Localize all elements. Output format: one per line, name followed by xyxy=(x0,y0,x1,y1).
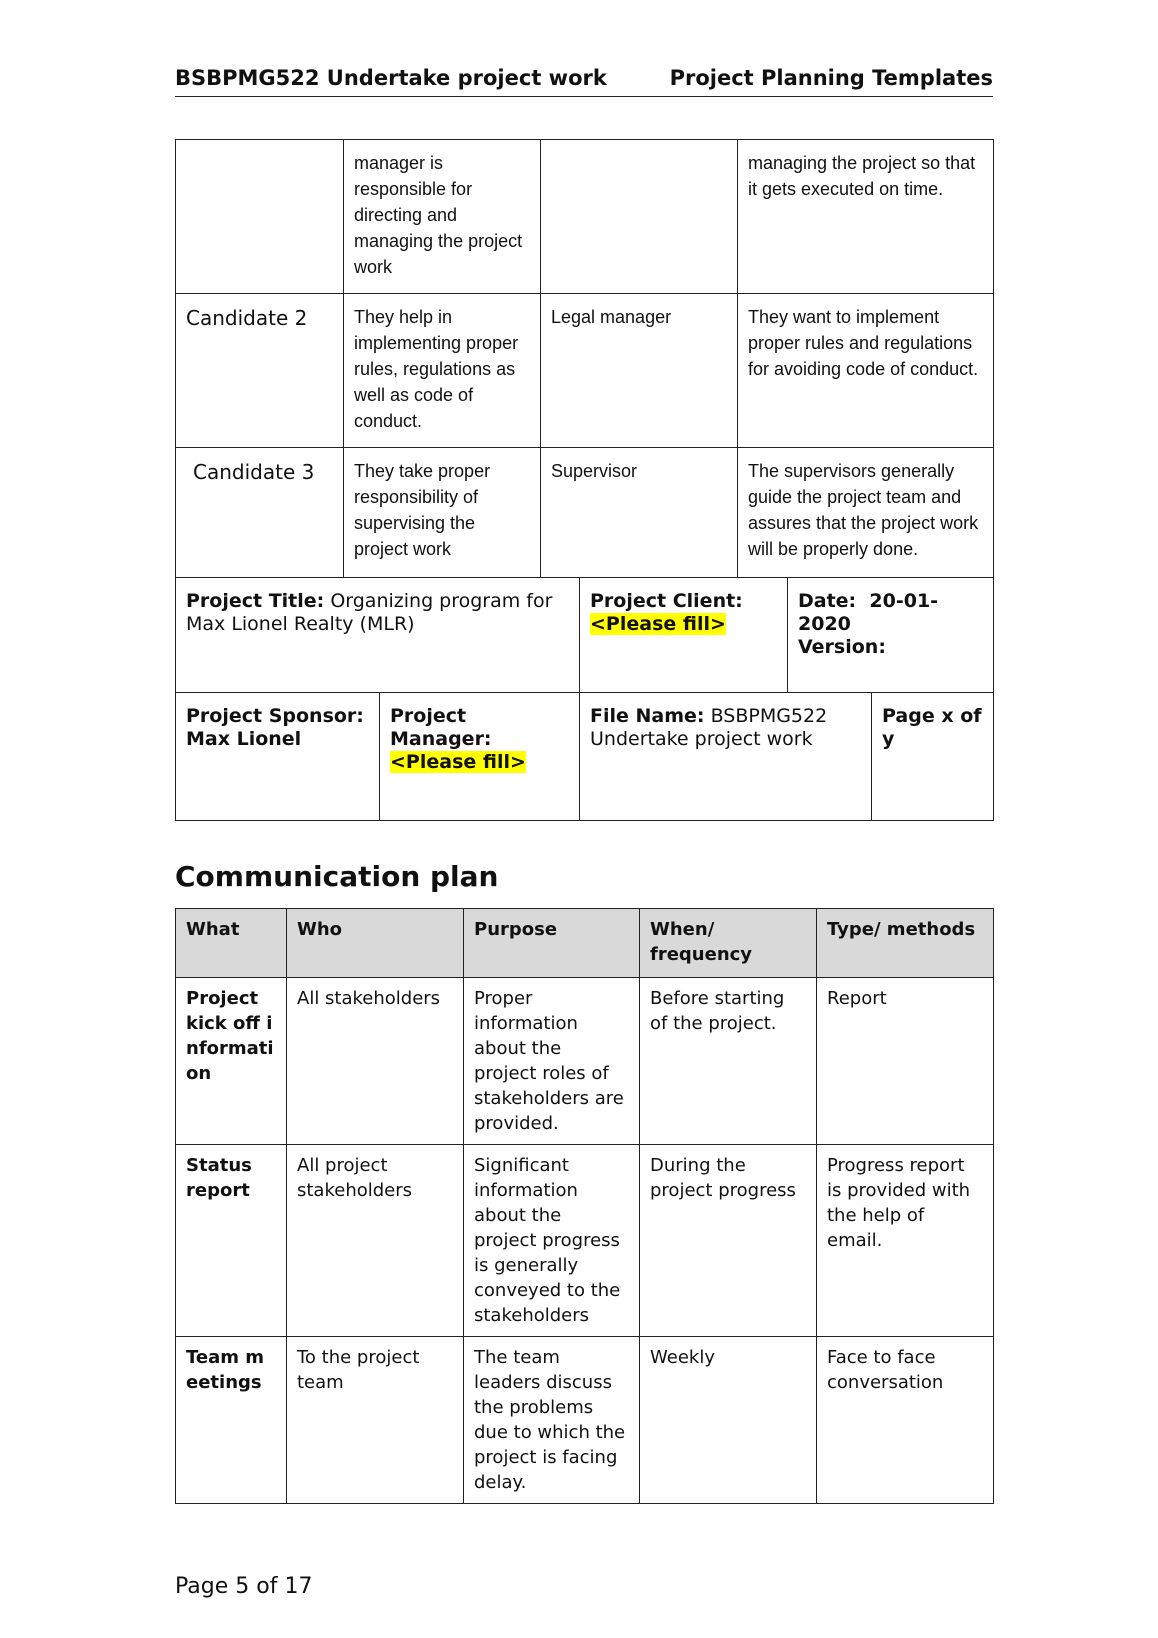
table-row xyxy=(176,1337,994,1504)
project-sponsor-value: Max Lionel xyxy=(186,728,302,750)
interest-cell: The supervisors generally guide the project team and assures that the project work will be properly done. xyxy=(738,448,994,578)
project-sponsor-label: Project Sponsor: xyxy=(186,705,364,727)
who-cell: All project stakeholders xyxy=(287,1145,464,1337)
when-cell: Weekly xyxy=(640,1337,817,1504)
date-label: Date: xyxy=(798,590,857,612)
project-manager-placeholder: <Please fill> xyxy=(390,751,526,773)
project-manager-cell xyxy=(380,693,580,821)
page-footer: Page 5 of 17 xyxy=(175,1574,313,1599)
table-row xyxy=(176,294,994,448)
role-cell: They take proper responsibility of supervising the project work xyxy=(344,448,541,578)
project-title-cell xyxy=(176,578,580,693)
table-row xyxy=(176,578,994,693)
what-cell: Project kick off information xyxy=(176,978,287,1145)
interest-cell: managing the project so that it gets executed on time. xyxy=(738,140,994,294)
header-document-title: Project Planning Templates xyxy=(669,66,993,90)
what-cell: Team meetings xyxy=(176,1337,287,1504)
candidate-cell xyxy=(176,140,344,294)
project-title-label: Project Title: xyxy=(186,590,325,612)
date-version-cell xyxy=(788,578,994,693)
interest-cell: They want to implement proper rules and regulations for avoiding code of conduct. xyxy=(738,294,994,448)
column-header-who: Who xyxy=(287,909,464,978)
project-manager-label: Project Manager: xyxy=(390,705,492,750)
date-value: 20-01-2020 xyxy=(798,590,939,635)
project-client-cell xyxy=(580,578,788,693)
page-header xyxy=(175,66,993,97)
communication-plan-heading: Communication plan xyxy=(175,860,499,893)
column-header-type: Type/ methods xyxy=(817,909,994,978)
candidate-cell: Candidate 3 xyxy=(176,448,344,578)
table-row xyxy=(176,140,994,294)
header-course-title: BSBPMG522 Undertake project work xyxy=(175,66,607,90)
position-cell xyxy=(541,140,738,294)
what-cell: Status report xyxy=(176,1145,287,1337)
role-cell: manager is responsible for directing and managing the project work xyxy=(344,140,541,294)
role-cell: They help in implementing proper rules, regulations as well as code of conduct. xyxy=(344,294,541,448)
communication-plan-table xyxy=(175,908,994,1504)
project-sponsor-cell xyxy=(176,693,380,821)
page-number-cell: Page x of y xyxy=(872,693,994,821)
project-info-table-bottom xyxy=(175,692,994,821)
table-row xyxy=(176,1145,994,1337)
project-client-label: Project Client: xyxy=(590,590,743,612)
table-header-row xyxy=(176,909,994,978)
file-name-label: File Name: xyxy=(590,705,705,727)
type-cell: Progress report is provided with the help of email. xyxy=(817,1145,994,1337)
file-name-cell xyxy=(580,693,872,821)
type-cell: Face to face conversation xyxy=(817,1337,994,1504)
table-row xyxy=(176,978,994,1145)
project-info-table-top xyxy=(175,577,994,693)
project-client-placeholder: <Please fill> xyxy=(590,613,726,635)
column-header-when: When/ frequency xyxy=(640,909,817,978)
purpose-cell: The team leaders discuss the problems due to which the project is facing delay. xyxy=(464,1337,640,1504)
table-row xyxy=(176,448,994,578)
purpose-cell: Significant information about the project progress is generally conveyed to the stakeholders xyxy=(464,1145,640,1337)
file-name-value: BSBPMG522 Undertake project work xyxy=(590,705,828,750)
who-cell: All stakeholders xyxy=(287,978,464,1145)
stakeholder-table xyxy=(175,139,994,578)
when-cell: Before starting of the project. xyxy=(640,978,817,1145)
purpose-cell: Proper information about the project roles of stakeholders are provided. xyxy=(464,978,640,1145)
who-cell: To the project team xyxy=(287,1337,464,1504)
when-cell: During the project progress xyxy=(640,1145,817,1337)
type-cell: Report xyxy=(817,978,994,1145)
table-row xyxy=(176,693,994,821)
position-cell: Legal manager xyxy=(541,294,738,448)
column-header-purpose: Purpose xyxy=(464,909,640,978)
project-title-value: Organizing program for Max Lionel Realty (MLR) xyxy=(186,590,553,635)
position-cell: Supervisor xyxy=(541,448,738,578)
candidate-cell: Candidate 2 xyxy=(176,294,344,448)
column-header-what: What xyxy=(176,909,287,978)
version-label: Version: xyxy=(798,636,886,658)
